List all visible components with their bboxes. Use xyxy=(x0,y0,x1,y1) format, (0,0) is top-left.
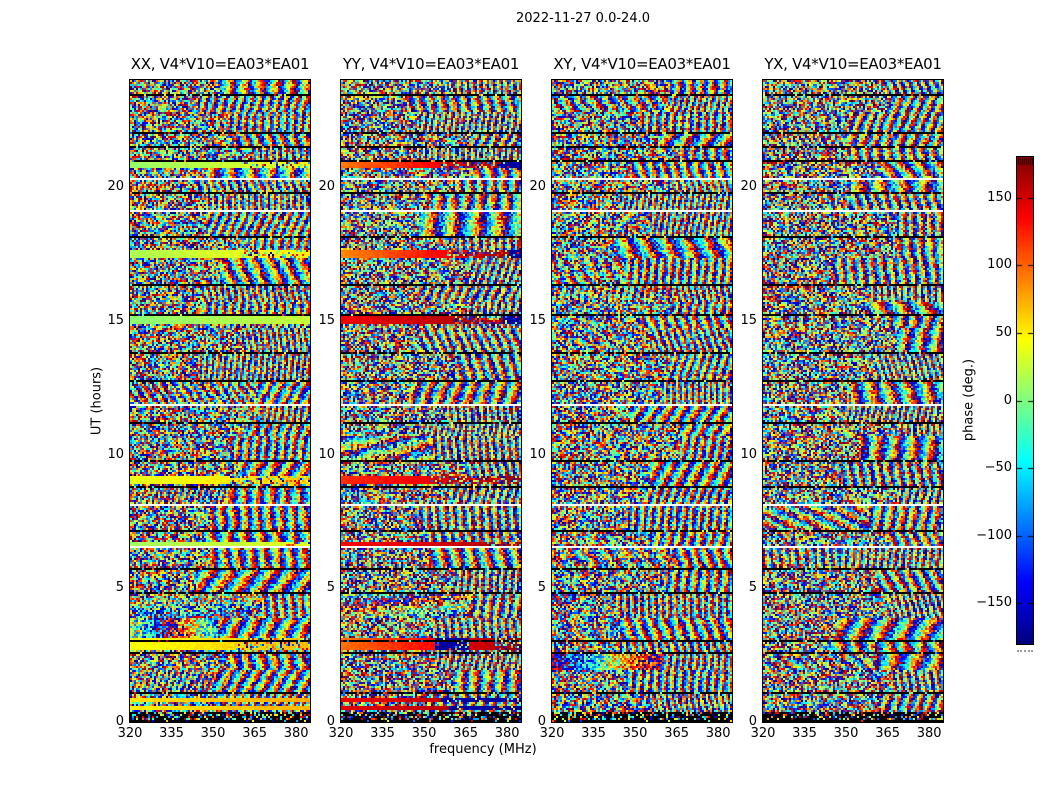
panel-title-xx: XX, V4*V10=EA03*EA01 xyxy=(130,55,310,73)
y-axis-label: UT (hours) xyxy=(89,366,105,436)
y-tick-label-xy-15: 15 xyxy=(529,312,546,328)
x-tick-label-xy-320: 320 xyxy=(539,726,565,741)
heatmap-panel-yy xyxy=(340,79,522,723)
y-tick-label-yy-15: 15 xyxy=(318,312,335,328)
colorbar-tick-label-0: 0 xyxy=(1003,392,1012,408)
colorbar-tick-label-150: 150 xyxy=(987,189,1012,205)
y-tick-label-yx-20: 20 xyxy=(740,179,757,194)
x-tick-label-yy-335: 335 xyxy=(370,726,395,741)
panel-title-xy: XY, V4*V10=EA03*EA01 xyxy=(553,55,731,73)
colorbar-tick-label--100: −100 xyxy=(976,527,1012,543)
y-tick-label-yx-10: 10 xyxy=(740,446,757,462)
colorbar-tick-label-50: 50 xyxy=(995,324,1012,340)
panel-title-yx: YX, V4*V10=EA03*EA01 xyxy=(764,55,942,73)
x-tick-label-yy-380: 380 xyxy=(494,726,520,741)
colorbar-label: phase (deg.) xyxy=(961,358,977,442)
x-tick-label-xx-350: 350 xyxy=(200,726,226,741)
x-tick-label-yx-320: 320 xyxy=(750,726,776,741)
phase-heatmap-canvas-xx xyxy=(130,80,310,722)
x-tick-label-xx-320: 320 xyxy=(117,726,143,741)
x-tick-label-yx-365: 365 xyxy=(875,726,901,741)
colorbar xyxy=(1016,156,1034,645)
phase-heatmap-canvas-yy xyxy=(341,80,521,722)
y-tick-label-xy-5: 5 xyxy=(537,580,546,596)
y-tick-label-xy-20: 20 xyxy=(529,179,546,194)
y-tick-label-yy-5: 5 xyxy=(326,580,335,596)
colorbar-bottom-dotted-edge xyxy=(1017,650,1033,652)
heatmap-panel-xx xyxy=(129,79,311,723)
y-tick-label-xx-0: 0 xyxy=(115,714,124,729)
x-tick-label-yy-320: 320 xyxy=(328,726,354,741)
heatmap-panel-yx xyxy=(762,79,944,723)
y-tick-label-yy-0: 0 xyxy=(326,714,335,729)
x-tick-label-yy-350: 350 xyxy=(411,726,437,741)
x-tick-label-xx-365: 365 xyxy=(242,726,268,741)
x-tick-label-xy-380: 380 xyxy=(705,726,731,741)
y-tick-label-xx-5: 5 xyxy=(115,580,124,596)
y-tick-label-xy-10: 10 xyxy=(529,446,546,462)
y-tick-label-xx-15: 15 xyxy=(107,312,124,328)
colorbar-gradient-canvas xyxy=(1017,157,1033,644)
figure-title: 2022-11-27 0.0-24.0 xyxy=(516,11,650,26)
x-tick-label-yx-350: 350 xyxy=(833,726,859,741)
y-tick-label-yx-5: 5 xyxy=(748,580,757,596)
x-tick-label-xx-380: 380 xyxy=(283,726,309,741)
phase-heatmap-canvas-xy xyxy=(552,80,732,722)
y-tick-label-yy-20: 20 xyxy=(318,179,335,194)
y-tick-label-xx-20: 20 xyxy=(107,179,124,194)
x-tick-label-yx-380: 380 xyxy=(916,726,942,741)
y-tick-label-yx-0: 0 xyxy=(748,714,757,729)
y-tick-label-yy-10: 10 xyxy=(318,446,335,462)
x-tick-label-xy-350: 350 xyxy=(622,726,648,741)
colorbar-tick-label-100: 100 xyxy=(987,257,1012,273)
y-tick-label-xx-10: 10 xyxy=(107,446,124,462)
heatmap-panel-xy xyxy=(551,79,733,723)
x-axis-label: frequency (MHz) xyxy=(429,742,537,757)
x-tick-label-yy-365: 365 xyxy=(453,726,479,741)
colorbar-tick-label--150: −150 xyxy=(976,595,1012,611)
y-tick-label-yx-15: 15 xyxy=(740,312,757,328)
colorbar-tick-label--50: −50 xyxy=(984,460,1012,476)
x-tick-label-yx-335: 335 xyxy=(792,726,817,741)
phase-heatmap-canvas-yx xyxy=(763,80,943,722)
x-tick-label-xx-335: 335 xyxy=(159,726,184,741)
panel-title-yy: YY, V4*V10=EA03*EA01 xyxy=(342,55,520,73)
y-tick-label-xy-0: 0 xyxy=(537,714,546,729)
x-tick-label-xy-335: 335 xyxy=(581,726,606,741)
x-tick-label-xy-365: 365 xyxy=(664,726,690,741)
